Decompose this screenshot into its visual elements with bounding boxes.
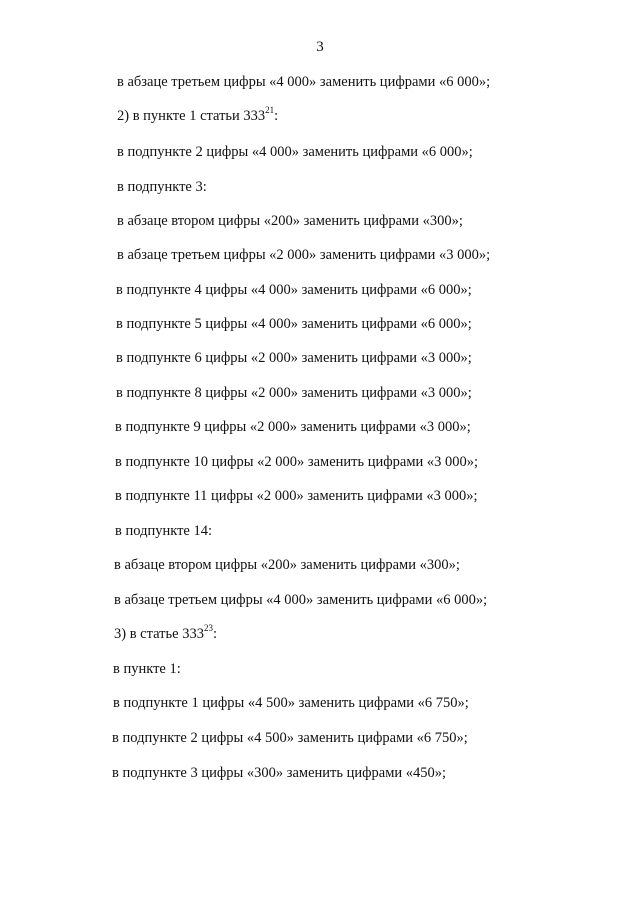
paragraph-line: в подпункте 9 цифры «2 000» заменить цифрами «3 000»; bbox=[115, 419, 471, 435]
item-3-heading bbox=[114, 625, 217, 643]
page-number: 3 bbox=[316, 39, 324, 55]
paragraph-line: в абзаце втором цифры «200» заменить цифрами «300»; bbox=[114, 557, 460, 573]
paragraph-line: в подпункте 6 цифры «2 000» заменить цифрами «3 000»; bbox=[116, 350, 472, 366]
item-2-superscript: 21 bbox=[265, 105, 275, 116]
paragraph-line: в абзаце третьем цифры «4 000» заменить цифрами «6 000»; bbox=[114, 592, 488, 608]
paragraph-line: в подпункте 2 цифры «4 000» заменить цифрами «6 000»; bbox=[117, 144, 473, 160]
item-3-heading-suffix: : bbox=[212, 626, 217, 642]
paragraph-line: в подпункте 11 цифры «2 000» заменить цифрами «3 000»; bbox=[115, 488, 478, 504]
paragraph-line: в подпункте 1 цифры «4 500» заменить цифрами «6 750»; bbox=[113, 695, 469, 711]
item-2-heading-suffix: : bbox=[274, 108, 279, 124]
item-3-heading-text: 3) в статье 333 bbox=[114, 626, 204, 642]
paragraph-line: в абзаце втором цифры «200» заменить цифрами «300»; bbox=[117, 213, 463, 229]
paragraph-line: в подпункте 3 цифры «300» заменить цифрами «450»; bbox=[112, 765, 447, 781]
paragraph-line: в пункте 1: bbox=[113, 661, 181, 677]
paragraph-line: в подпункте 5 цифры «4 000» заменить цифрами «6 000»; bbox=[116, 316, 472, 332]
paragraph-line: в подпункте 4 цифры «4 000» заменить цифрами «6 000»; bbox=[116, 282, 472, 298]
paragraph-line: в абзаце третьем цифры «2 000» заменить цифрами «3 000»; bbox=[117, 247, 491, 263]
paragraph-line: в подпункте 14: bbox=[115, 523, 212, 539]
item-3-superscript: 23 bbox=[203, 623, 213, 634]
paragraph-line: в подпункте 8 цифры «2 000» заменить цифрами «3 000»; bbox=[116, 385, 472, 401]
paragraph-line: в подпункте 2 цифры «4 500» заменить цифрами «6 750»; bbox=[112, 730, 468, 746]
item-2-heading-text: 2) в пункте 1 статьи 333 bbox=[117, 108, 266, 124]
paragraph-line: в подпункте 3: bbox=[117, 179, 207, 195]
item-2-heading bbox=[117, 107, 278, 125]
paragraph-line: в подпункте 10 цифры «2 000» заменить цифрами «3 000»; bbox=[115, 454, 479, 470]
paragraph-line: в абзаце третьем цифры «4 000» заменить цифрами «6 000»; bbox=[117, 74, 491, 90]
